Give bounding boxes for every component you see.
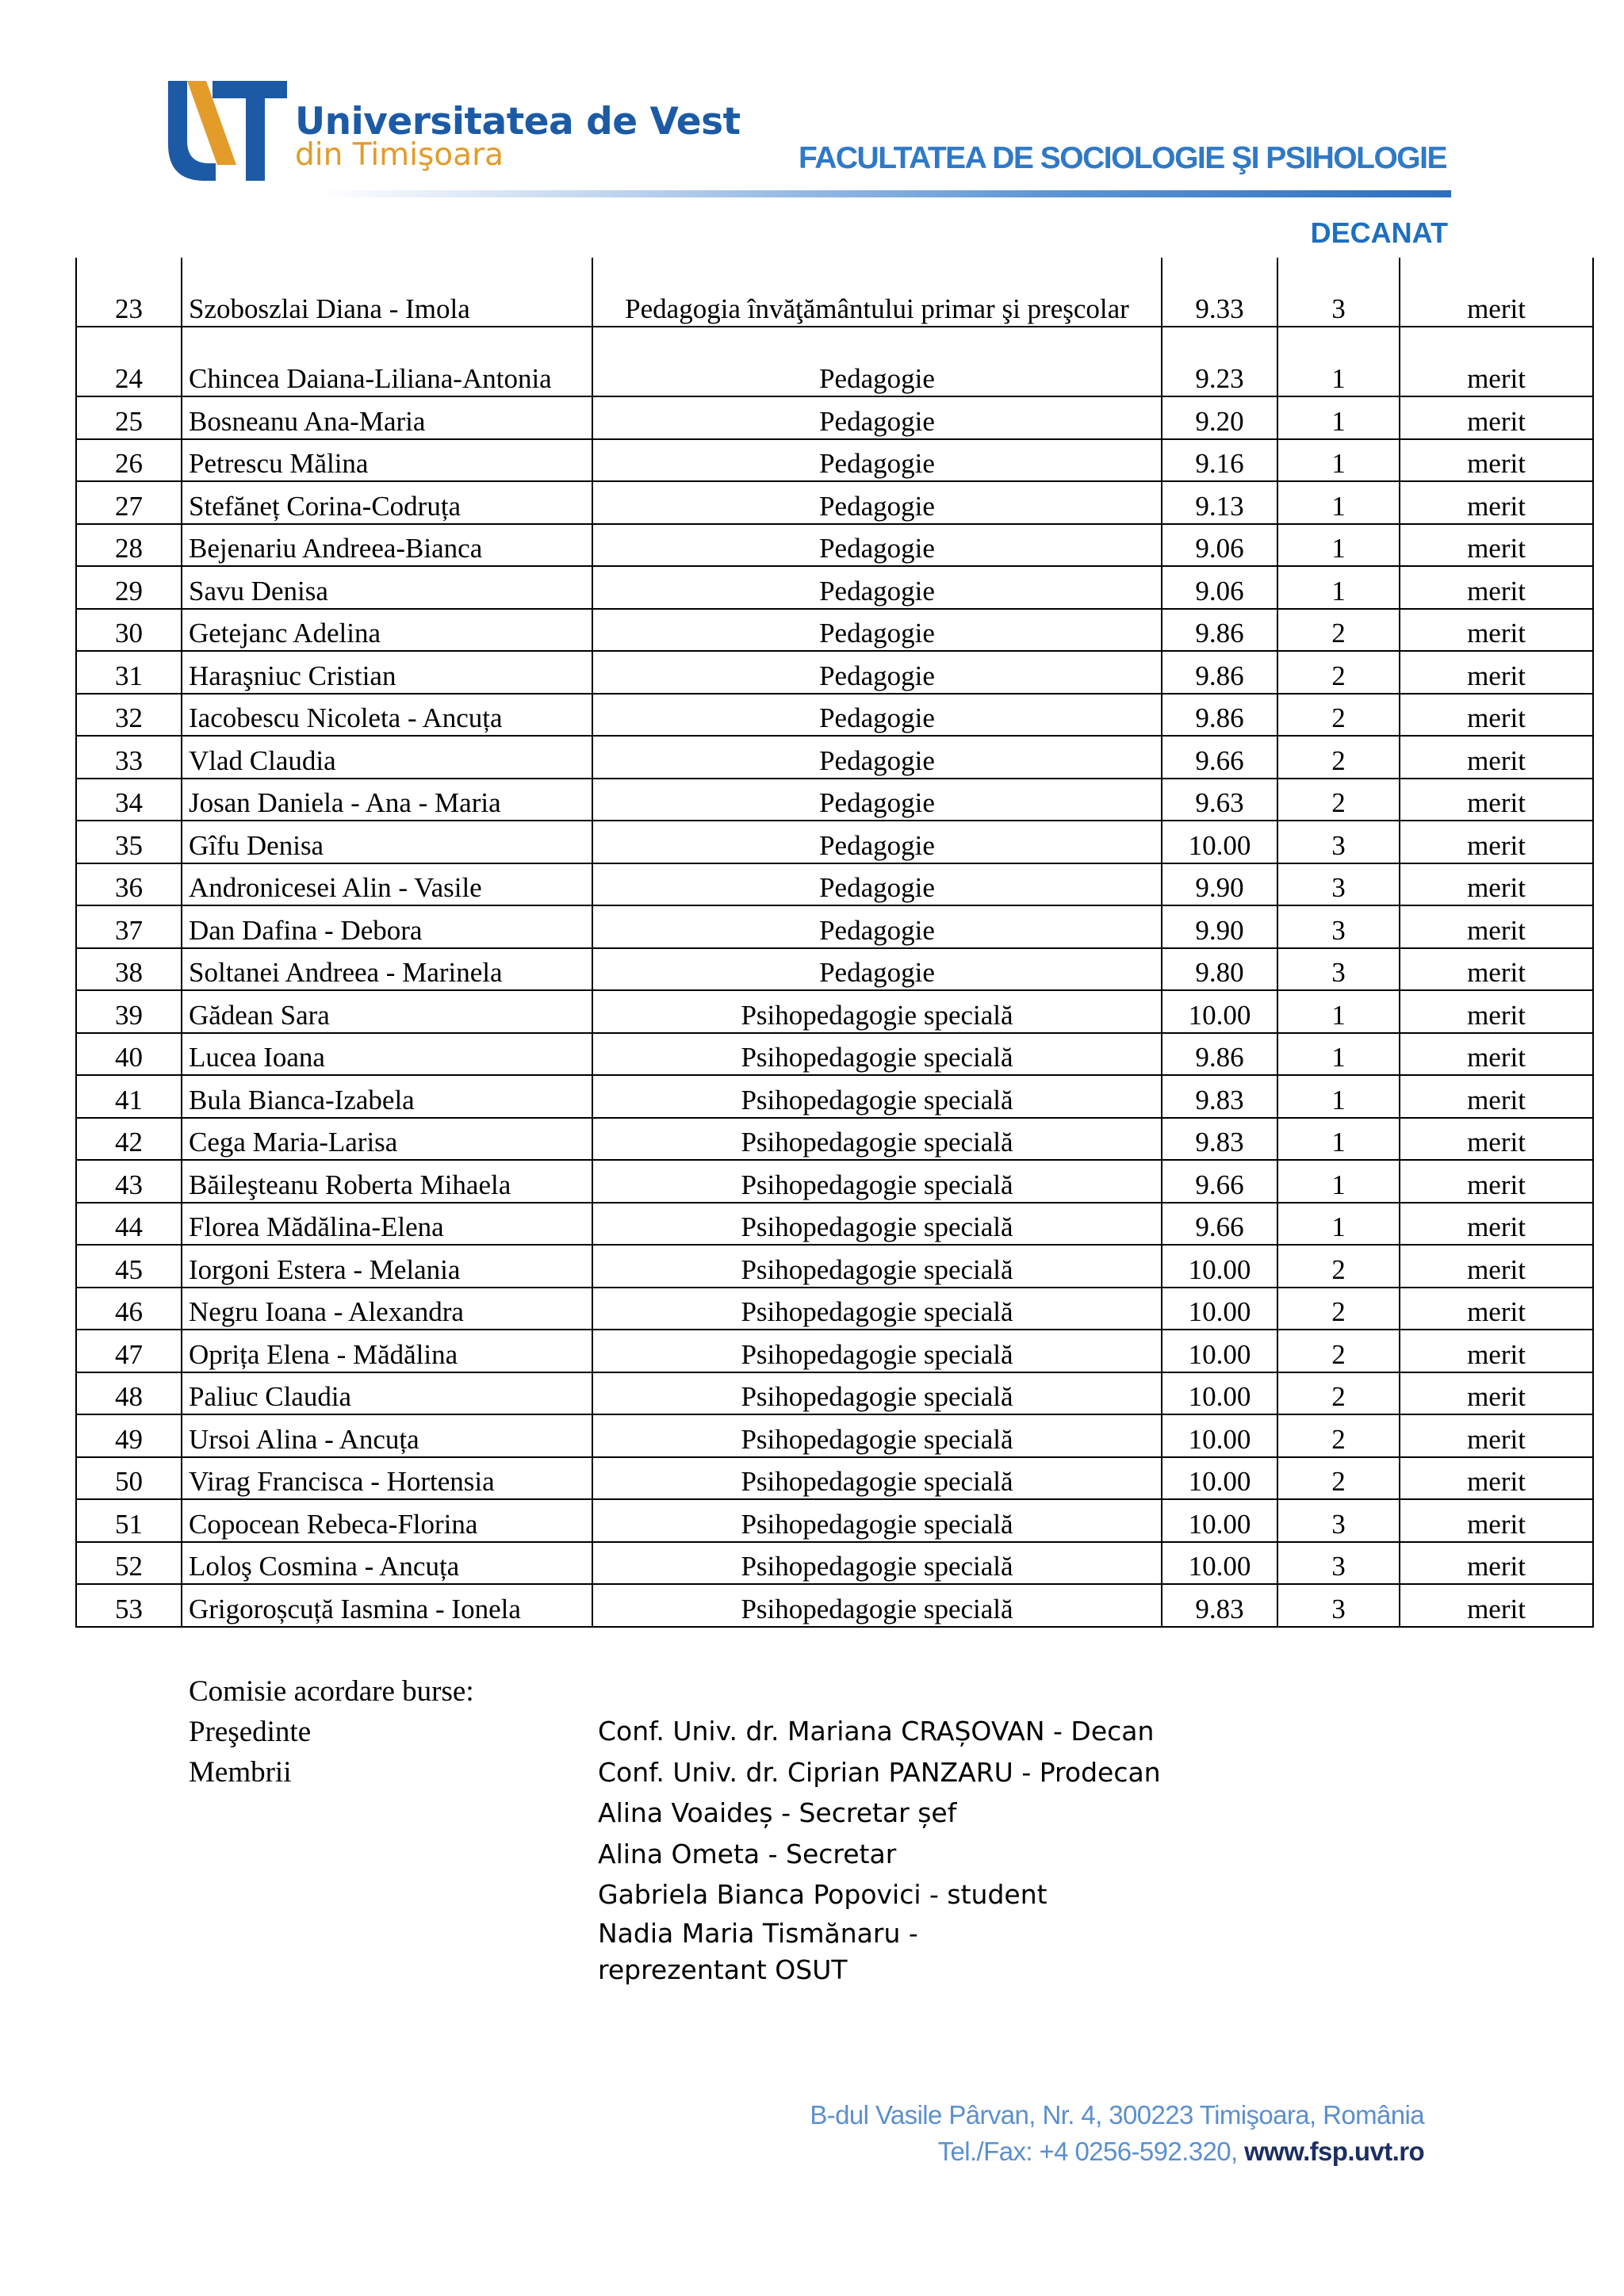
table-row (76, 258, 1593, 327)
table-row (76, 651, 1593, 694)
scholarship-type-cell: merit (1400, 524, 1593, 567)
program-cell: Pedagogie (592, 439, 1162, 482)
average-cell: 10.00 (1162, 821, 1277, 863)
row-number-cell: 31 (76, 651, 182, 694)
scholarship-type-cell: merit (1400, 1118, 1593, 1161)
program-cell: Psihopedagogie specială (592, 1414, 1162, 1457)
program-cell: Psihopedagogie specială (592, 1245, 1162, 1288)
student-name-cell: Szoboszlai Diana - Imola (182, 258, 592, 327)
scholarship-type-cell: merit (1400, 948, 1593, 991)
student-name-cell: Andronicesei Alin - Vasile (182, 863, 592, 906)
year-cell: 2 (1277, 1414, 1400, 1457)
year-cell: 2 (1277, 1288, 1400, 1330)
program-cell: Pedagogie (592, 863, 1162, 906)
year-cell: 1 (1277, 396, 1400, 439)
row-number-cell: 27 (76, 481, 182, 524)
average-cell: 10.00 (1162, 1372, 1277, 1415)
average-cell: 9.20 (1162, 396, 1277, 439)
row-number-cell: 35 (76, 821, 182, 863)
program-cell: Psihopedagogie specială (592, 1203, 1162, 1246)
average-cell: 9.06 (1162, 566, 1277, 609)
table-row (76, 566, 1593, 609)
scholarship-type-cell: merit (1400, 396, 1593, 439)
average-cell: 10.00 (1162, 1542, 1277, 1585)
row-number-cell: 29 (76, 566, 182, 609)
commission-block (189, 1671, 474, 1793)
average-cell: 10.00 (1162, 1330, 1277, 1372)
year-cell: 1 (1277, 1118, 1400, 1161)
scholarship-type-cell: merit (1400, 1372, 1593, 1415)
row-number-cell: 44 (76, 1203, 182, 1246)
table-row (76, 1160, 1593, 1203)
program-cell: Pedagogie (592, 327, 1162, 396)
footer-phone: Tel./Fax: +4 0256-592.320, (937, 2137, 1238, 2166)
average-cell: 9.66 (1162, 736, 1277, 779)
row-number-cell: 36 (76, 863, 182, 906)
average-cell: 9.23 (1162, 327, 1277, 396)
student-name-cell: Ursoi Alina - Ancuța (182, 1414, 592, 1457)
student-name-cell: Gîfu Denisa (182, 821, 592, 863)
year-cell: 1 (1277, 439, 1400, 482)
commission-member: Nadia Maria Tismănaru - reprezentant OSUT (598, 1917, 918, 1985)
program-cell: Psihopedagogie specială (592, 990, 1162, 1033)
year-cell: 2 (1277, 694, 1400, 737)
scholarship-table (75, 258, 1594, 1628)
row-number-cell: 47 (76, 1330, 182, 1372)
table-row (76, 736, 1593, 779)
student-name-cell: Petrescu Mălina (182, 439, 592, 482)
year-cell: 2 (1277, 1372, 1400, 1415)
table-row (76, 990, 1593, 1033)
scholarship-type-cell: merit (1400, 258, 1593, 327)
scholarship-type-cell: merit (1400, 651, 1593, 694)
university-logo (168, 79, 741, 186)
scholarship-type-cell: merit (1400, 481, 1593, 524)
header-divider (317, 190, 1451, 197)
table-row (76, 1499, 1593, 1542)
year-cell: 2 (1277, 609, 1400, 652)
scholarship-type-cell: merit (1400, 1033, 1593, 1076)
program-cell: Psihopedagogie specială (592, 1288, 1162, 1330)
average-cell: 9.86 (1162, 651, 1277, 694)
table-row (76, 1542, 1593, 1585)
row-number-cell: 46 (76, 1288, 182, 1330)
year-cell: 1 (1277, 1033, 1400, 1076)
table-row (76, 1414, 1593, 1457)
student-name-cell: Copocean Rebeca-Florina (182, 1499, 592, 1542)
commission-title: Comisie acordare burse: (189, 1675, 474, 1708)
student-name-cell: Bosneanu Ana-Maria (182, 396, 592, 439)
table-row (76, 1288, 1593, 1330)
table-row (76, 1033, 1593, 1076)
year-cell: 3 (1277, 1584, 1400, 1627)
student-name-cell: Negru Ioana - Alexandra (182, 1288, 592, 1330)
scholarship-type-cell: merit (1400, 1330, 1593, 1372)
year-cell: 3 (1277, 905, 1400, 948)
year-cell: 3 (1277, 821, 1400, 863)
scholarship-type-cell: merit (1400, 566, 1593, 609)
row-number-cell: 41 (76, 1075, 182, 1118)
table-row (76, 439, 1593, 482)
program-cell: Pedagogie (592, 821, 1162, 863)
row-number-cell: 51 (76, 1499, 182, 1542)
program-cell: Pedagogie (592, 651, 1162, 694)
year-cell: 3 (1277, 863, 1400, 906)
student-name-cell: Bejenariu Andreea-Bianca (182, 524, 592, 567)
row-number-cell: 52 (76, 1542, 182, 1585)
year-cell: 1 (1277, 524, 1400, 567)
average-cell: 9.86 (1162, 1033, 1277, 1076)
footer-website-link[interactable]: www.fsp.uvt.ro (1244, 2137, 1424, 2166)
year-cell: 3 (1277, 948, 1400, 991)
university-name: Universitatea de Vest (295, 100, 741, 144)
row-number-cell: 53 (76, 1584, 182, 1627)
row-number-cell: 26 (76, 439, 182, 482)
scholarship-type-cell: merit (1400, 1457, 1593, 1500)
row-number-cell: 28 (76, 524, 182, 567)
table-row (76, 524, 1593, 567)
members-label: Membrii (189, 1756, 292, 1789)
student-name-cell: Iorgoni Estera - Melania (182, 1245, 592, 1288)
table-row (76, 779, 1593, 821)
average-cell: 9.63 (1162, 779, 1277, 821)
average-cell: 9.13 (1162, 481, 1277, 524)
year-cell: 3 (1277, 1499, 1400, 1542)
average-cell: 10.00 (1162, 1414, 1277, 1457)
row-number-cell: 24 (76, 327, 182, 396)
scholarship-type-cell: merit (1400, 1160, 1593, 1203)
student-name-cell: Savu Denisa (182, 566, 592, 609)
program-cell: Psihopedagogie specială (592, 1330, 1162, 1372)
average-cell: 9.66 (1162, 1160, 1277, 1203)
average-cell: 10.00 (1162, 990, 1277, 1033)
average-cell: 9.83 (1162, 1075, 1277, 1118)
average-cell: 10.00 (1162, 1499, 1277, 1542)
year-cell: 2 (1277, 736, 1400, 779)
row-number-cell: 25 (76, 396, 182, 439)
table-row (76, 1584, 1593, 1627)
average-cell: 10.00 (1162, 1457, 1277, 1500)
year-cell: 3 (1277, 258, 1400, 327)
average-cell: 9.86 (1162, 609, 1277, 652)
student-name-cell: Iacobescu Nicoleta - Ancuța (182, 694, 592, 737)
commission-member: Alina Ometa - Secretar (598, 1838, 897, 1869)
scholarship-type-cell: merit (1400, 1245, 1593, 1288)
scholarship-table-body (76, 258, 1593, 1627)
program-cell: Pedagogie (592, 609, 1162, 652)
year-cell: 2 (1277, 779, 1400, 821)
scholarship-type-cell: merit (1400, 1542, 1593, 1585)
student-name-cell: Gădean Sara (182, 990, 592, 1033)
year-cell: 2 (1277, 1245, 1400, 1288)
row-number-cell: 49 (76, 1414, 182, 1457)
table-row (76, 396, 1593, 439)
student-name-cell: Loloş Cosmina - Ancuța (182, 1542, 592, 1585)
scholarship-type-cell: merit (1400, 863, 1593, 906)
program-cell: Psihopedagogie specială (592, 1160, 1162, 1203)
program-cell: Psihopedagogie specială (592, 1542, 1162, 1585)
program-cell: Pedagogie (592, 905, 1162, 948)
program-cell: Psihopedagogie specială (592, 1499, 1162, 1542)
year-cell: 1 (1277, 1203, 1400, 1246)
scholarship-type-cell: merit (1400, 609, 1593, 652)
year-cell: 1 (1277, 327, 1400, 396)
average-cell: 9.90 (1162, 905, 1277, 948)
scholarship-type-cell: merit (1400, 779, 1593, 821)
table-row (76, 905, 1593, 948)
student-name-cell: Josan Daniela - Ana - Maria (182, 779, 592, 821)
department-label: DECANAT (1310, 216, 1448, 249)
student-name-cell: Paliuc Claudia (182, 1372, 592, 1415)
scholarship-type-cell: merit (1400, 736, 1593, 779)
table-row (76, 481, 1593, 524)
average-cell: 9.86 (1162, 694, 1277, 737)
row-number-cell: 34 (76, 779, 182, 821)
student-name-cell: Vlad Claudia (182, 736, 592, 779)
program-cell: Psihopedagogie specială (592, 1584, 1162, 1627)
program-cell: Pedagogie (592, 948, 1162, 991)
program-cell: Pedagogie (592, 779, 1162, 821)
student-name-cell: Cega Maria-Larisa (182, 1118, 592, 1161)
year-cell: 1 (1277, 990, 1400, 1033)
year-cell: 1 (1277, 566, 1400, 609)
average-cell: 10.00 (1162, 1288, 1277, 1330)
program-cell: Psihopedagogie specială (592, 1118, 1162, 1161)
program-cell: Pedagogie (592, 736, 1162, 779)
table-row (76, 609, 1593, 652)
row-number-cell: 23 (76, 258, 182, 327)
row-number-cell: 39 (76, 990, 182, 1033)
student-name-cell: Chincea Daiana-Liliana-Antonia (182, 327, 592, 396)
scholarship-type-cell: merit (1400, 1203, 1593, 1246)
row-number-cell: 45 (76, 1245, 182, 1288)
student-name-cell: Haraşniuc Cristian (182, 651, 592, 694)
year-cell: 1 (1277, 481, 1400, 524)
row-number-cell: 33 (76, 736, 182, 779)
scholarship-type-cell: merit (1400, 905, 1593, 948)
commission-member: Alina Voaideș - Secretar șef (598, 1797, 957, 1828)
row-number-cell: 42 (76, 1118, 182, 1161)
scholarship-type-cell: merit (1400, 1288, 1593, 1330)
row-number-cell: 38 (76, 948, 182, 991)
university-city: din Timişoara (295, 137, 504, 173)
footer-contact (810, 2097, 1424, 2170)
scholarship-type-cell: merit (1400, 990, 1593, 1033)
average-cell: 9.16 (1162, 439, 1277, 482)
year-cell: 1 (1277, 1075, 1400, 1118)
row-number-cell: 48 (76, 1372, 182, 1415)
program-cell: Psihopedagogie specială (592, 1075, 1162, 1118)
commission-member: Conf. Univ. dr. Ciprian PANZARU - Prodecan (598, 1756, 1161, 1788)
student-name-cell: Dan Dafina - Debora (182, 905, 592, 948)
president-label: Preşedinte (189, 1716, 312, 1748)
program-cell: Psihopedagogie specială (592, 1457, 1162, 1500)
program-cell: Psihopedagogie specială (592, 1372, 1162, 1415)
row-number-cell: 37 (76, 905, 182, 948)
scholarship-type-cell: merit (1400, 1075, 1593, 1118)
student-name-cell: Virag Francisca - Hortensia (182, 1457, 592, 1500)
student-name-cell: Getejanc Adelina (182, 609, 592, 652)
table-row (76, 1203, 1593, 1246)
student-name-cell: Oprița Elena - Mădălina (182, 1330, 592, 1372)
footer-address: B-dul Vasile Pârvan, Nr. 4, 300223 Timişoara, România (810, 2100, 1424, 2130)
student-name-cell: Stefăneț Corina-Codruța (182, 481, 592, 524)
row-number-cell: 43 (76, 1160, 182, 1203)
commission-member: Gabriela Bianca Popovici - student (598, 1879, 1048, 1910)
footer-phone-line (810, 2133, 1424, 2170)
row-number-cell: 32 (76, 694, 182, 737)
average-cell: 9.90 (1162, 863, 1277, 906)
student-name-cell: Soltanei Andreea - Marinela (182, 948, 592, 991)
program-cell: Pedagogie (592, 694, 1162, 737)
program-cell: Pedagogie (592, 481, 1162, 524)
table-row (76, 327, 1593, 396)
student-name-cell: Florea Mădălina-Elena (182, 1203, 592, 1246)
student-name-cell: Băileşteanu Roberta Mihaela (182, 1160, 592, 1203)
year-cell: 2 (1277, 1457, 1400, 1500)
row-number-cell: 50 (76, 1457, 182, 1500)
program-cell: Pedagogie (592, 396, 1162, 439)
table-row (76, 1372, 1593, 1415)
program-cell: Psihopedagogie specială (592, 1033, 1162, 1076)
commission-members (598, 1711, 1161, 1988)
scholarship-type-cell: merit (1400, 327, 1593, 396)
table-row (76, 1118, 1593, 1161)
faculty-name: FACULTATEA DE SOCIOLOGIE ŞI PSIHOLOGIE (799, 141, 1446, 175)
average-cell: 9.66 (1162, 1203, 1277, 1246)
scholarship-type-cell: merit (1400, 821, 1593, 863)
average-cell: 9.80 (1162, 948, 1277, 991)
program-cell: Pedagogie (592, 566, 1162, 609)
commission-member: Conf. Univ. dr. Mariana CRAȘOVAN - Decan (598, 1716, 1155, 1747)
average-cell: 9.83 (1162, 1118, 1277, 1161)
average-cell: 10.00 (1162, 1245, 1277, 1288)
scholarship-type-cell: merit (1400, 439, 1593, 482)
uvt-logo-mark-icon (168, 79, 295, 182)
scholarship-type-cell: merit (1400, 1414, 1593, 1457)
program-cell: Pedagogia învăţământului primar şi preşcolar (592, 258, 1162, 327)
student-name-cell: Lucea Ioana (182, 1033, 592, 1076)
scholarship-type-cell: merit (1400, 694, 1593, 737)
average-cell: 9.83 (1162, 1584, 1277, 1627)
scholarship-type-cell: merit (1400, 1499, 1593, 1542)
scholarship-type-cell: merit (1400, 1584, 1593, 1627)
year-cell: 3 (1277, 1542, 1400, 1585)
student-name-cell: Grigoroșcuță Iasmina - Ionela (182, 1584, 592, 1627)
year-cell: 2 (1277, 651, 1400, 694)
program-cell: Pedagogie (592, 524, 1162, 567)
table-row (76, 821, 1593, 863)
table-row (76, 694, 1593, 737)
table-row (76, 1075, 1593, 1118)
row-number-cell: 30 (76, 609, 182, 652)
year-cell: 1 (1277, 1160, 1400, 1203)
row-number-cell: 40 (76, 1033, 182, 1076)
table-row (76, 1245, 1593, 1288)
table-row (76, 1457, 1593, 1500)
average-cell: 9.06 (1162, 524, 1277, 567)
student-name-cell: Bula Bianca-Izabela (182, 1075, 592, 1118)
year-cell: 2 (1277, 1330, 1400, 1372)
table-row (76, 1330, 1593, 1372)
average-cell: 9.33 (1162, 258, 1277, 327)
table-row (76, 948, 1593, 991)
table-row (76, 863, 1593, 906)
